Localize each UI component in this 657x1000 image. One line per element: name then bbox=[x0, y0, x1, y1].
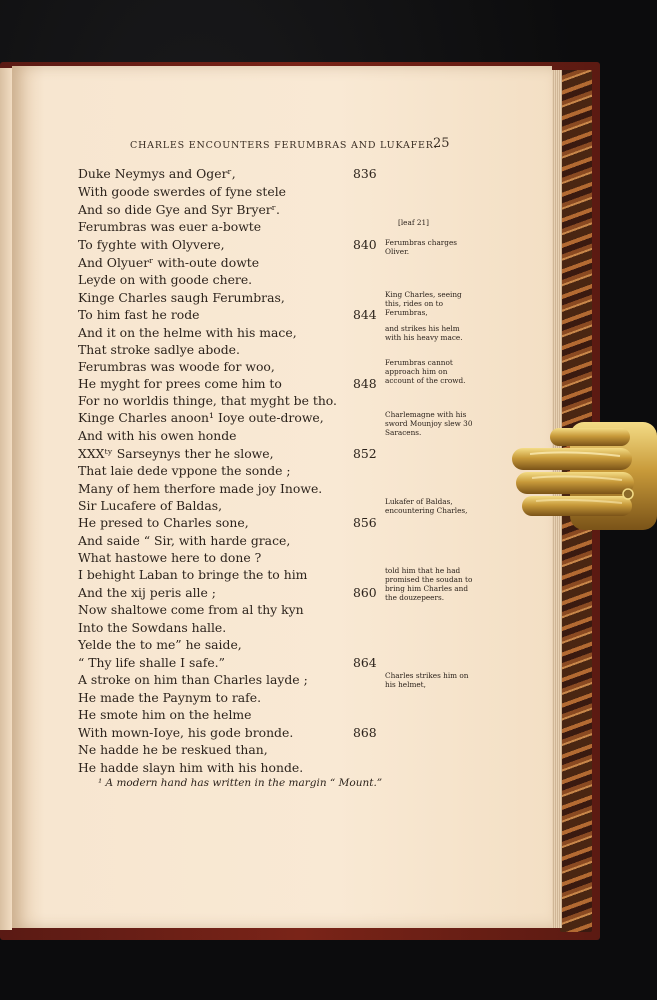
poem-line: That stroke sadlye abode. bbox=[78, 342, 240, 357]
line-number: 856 bbox=[353, 515, 377, 530]
poem-line: He hadde slayn him with his honde. bbox=[78, 760, 304, 775]
poem-line: And the xij peris alle ; bbox=[78, 585, 216, 600]
poem-line: Many of hem therfore made joy Inowe. bbox=[78, 481, 323, 496]
line-number: 860 bbox=[353, 585, 377, 600]
poem-line: What hastowe here to done ? bbox=[78, 550, 262, 565]
poem-line: Into the Sowdans halle. bbox=[78, 620, 227, 635]
poem-line: Ne hadde he be reskued than, bbox=[78, 742, 268, 757]
poem-line: Duke Neymys and Ogerʳ, bbox=[78, 166, 236, 181]
poem-line: That laie dede vppone the sonde ; bbox=[78, 463, 291, 478]
line-number: 844 bbox=[353, 307, 377, 322]
side-note: Ferumbras cannot approach him on account of the crowd. bbox=[385, 358, 466, 385]
poem-line: Yelde the to me” he saide, bbox=[78, 637, 242, 652]
poem-line: Now shaltowe come from al thy kyn bbox=[78, 602, 304, 617]
poem-line: And so dide Gye and Syr Bryerʳ. bbox=[78, 202, 280, 217]
poem-line: And with his owen honde bbox=[78, 428, 237, 443]
brass-hand-page-holder bbox=[510, 418, 657, 536]
line-number: 836 bbox=[353, 166, 377, 181]
poem-line: To fyghte with Olyvere, bbox=[78, 237, 225, 252]
side-note: Charlemagne with his sword Mounjoy slew 30 Saracens. bbox=[385, 410, 473, 437]
poem-line: Kinge Charles saugh Ferumbras, bbox=[78, 290, 285, 305]
poem-line: I behight Laban to bringe the to him bbox=[78, 567, 308, 582]
poem-line: He myght for prees come him to bbox=[78, 376, 282, 391]
running-title: CHARLES ENCOUNTERS FERUMBRAS AND LUKAFER. bbox=[130, 140, 438, 151]
left-page-sliver bbox=[0, 68, 12, 930]
side-note: Ferumbras charges Oliver. bbox=[385, 238, 458, 256]
poem-line: “ Thy life shalle I safe.” bbox=[78, 655, 225, 670]
side-note: Charles strikes him on his helmet, bbox=[385, 671, 469, 689]
line-number: 868 bbox=[353, 725, 377, 740]
page-number: 25 bbox=[433, 136, 450, 151]
poem-line: With goode swerdes of fyne stele bbox=[78, 184, 287, 199]
poem-line: He smote him on the helme bbox=[78, 707, 252, 722]
side-note: King Charles, seeing this, rides on to Ferumbras, bbox=[385, 290, 462, 317]
poem-line: A stroke on him than Charles layde ; bbox=[78, 672, 308, 687]
poem-line: Ferumbras was woode for woo, bbox=[78, 359, 275, 374]
poem-line: And Olyuerʳ with-oute dowte bbox=[78, 255, 260, 270]
footnote: ¹ A modern hand has written in the margin “ Mount.” bbox=[98, 777, 383, 789]
poem-line: For no worldis thinge, that myght be tho. bbox=[78, 393, 337, 408]
line-number: 840 bbox=[353, 237, 377, 252]
poem-line: Kinge Charles anoon¹ Ioye oute-drowe, bbox=[78, 410, 324, 425]
poem-line: Leyde on with goode chere. bbox=[78, 272, 253, 287]
poem-line: Sir Lucafere of Baldas, bbox=[78, 498, 223, 513]
side-note: [leaf 21] bbox=[398, 218, 430, 227]
poem-line: And it on the helme with his mace, bbox=[78, 325, 297, 340]
poem-line: He made the Paynym to rafe. bbox=[78, 690, 262, 705]
poem-line: With mown-Ioye, his gode bronde. bbox=[78, 725, 294, 740]
line-number: 852 bbox=[353, 446, 377, 461]
poem-line: He presed to Charles sone, bbox=[78, 515, 249, 530]
line-number: 864 bbox=[353, 655, 377, 670]
poem-line: And saide “ Sir, with harde grace, bbox=[78, 533, 291, 548]
poem-line: XXXᵗʸ Sarseynys ther he slowe, bbox=[78, 446, 274, 461]
poem-line: Ferumbras was euer a-bowte bbox=[78, 219, 262, 234]
side-note: Lukafer of Baldas, encountering Charles, bbox=[385, 497, 468, 515]
line-number: 848 bbox=[353, 376, 377, 391]
side-note: told him that he had promised the soudan to bring him Charles and the douzepeers. bbox=[385, 566, 473, 602]
side-note: and strikes his helm with his heavy mace. bbox=[385, 324, 463, 342]
poem-line: To him fast he rode bbox=[78, 307, 200, 322]
